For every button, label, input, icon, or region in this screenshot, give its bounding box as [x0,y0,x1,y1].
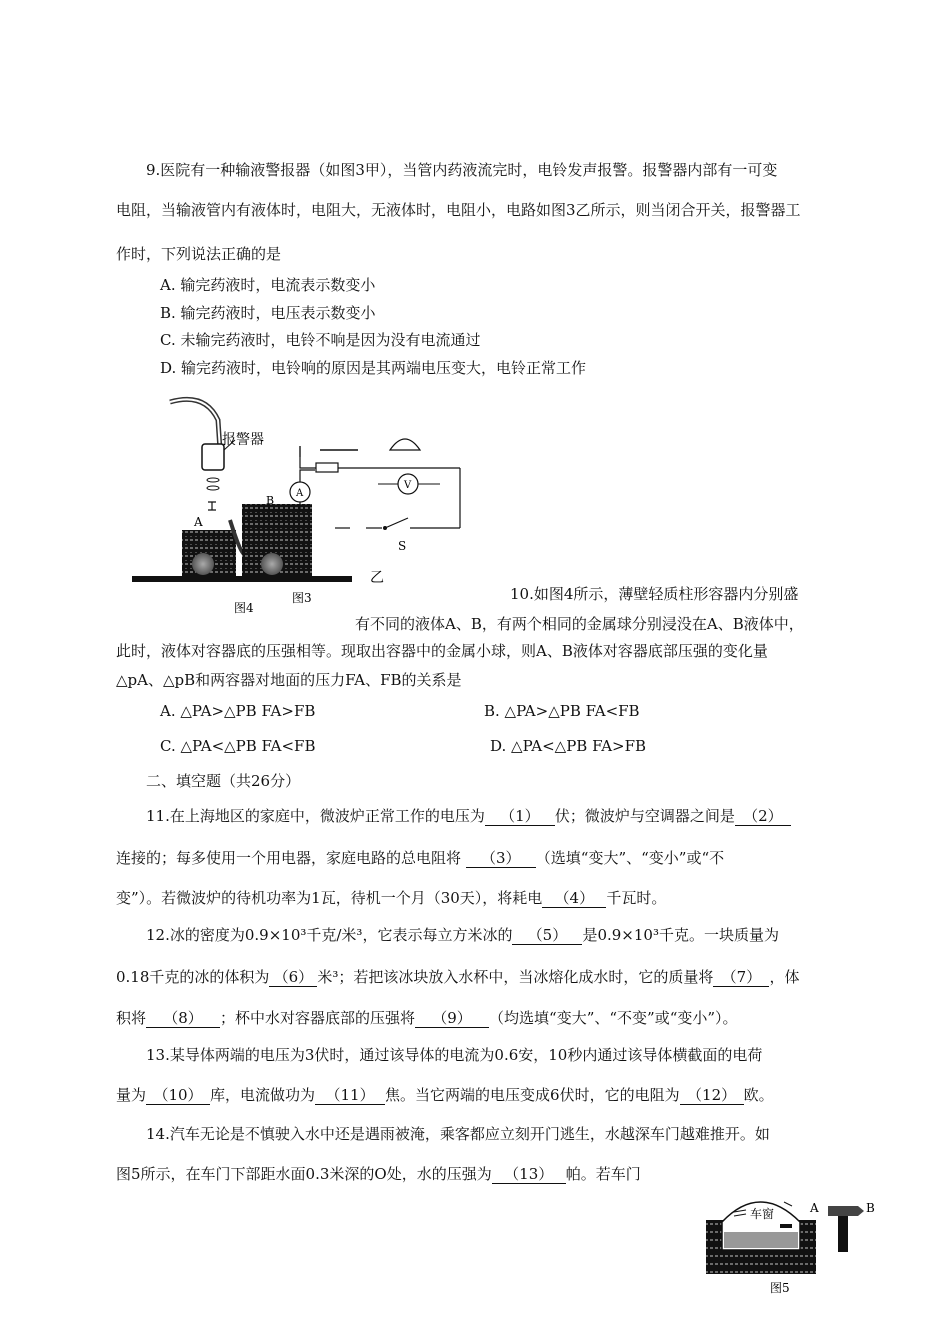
ball-a [192,553,214,575]
fig3-caption: 图3 [292,591,312,605]
q14-text-2b: 帕。若车门 [565,1165,641,1183]
blank-13: （13） [492,1165,566,1184]
blank-2: （2） [735,807,791,826]
resistor [316,463,338,472]
blank-6: （6） [269,968,317,987]
blank-1: （1） [485,807,555,826]
alarm-device [202,444,224,470]
blank-3: （3） [466,849,536,868]
q9-option-a: A. 输完药液时，电流表示数变小 [160,276,376,294]
hammer-handle [838,1216,848,1252]
q13-text-2a: 量为 [116,1086,147,1104]
q11-text-2b: （选填“变大”、“变小”或“不 [535,849,725,867]
ammeter-label: A [296,488,304,499]
blank-4: （4） [542,889,606,908]
q12-text-3c: （均选填“变大”、“不变”或“变小”）。 [489,1009,738,1027]
figure-5 [700,1188,890,1298]
q10-option-c: C. △PA<△PB FA<FB [160,737,316,755]
q13-line2 [116,1085,774,1105]
figure-3-4 [120,392,480,622]
blank-8: （8） [146,1009,220,1028]
q12-line1 [146,925,779,945]
q12-line2 [116,967,799,987]
q14-line1: 14.汽车无论是不慎驶入水中还是遇雨被淹，乘客都应立刻开门逃生，水越深车门越难推开。如 [146,1125,770,1143]
hammer-head [828,1206,858,1216]
car-window-label: 车窗 [750,1207,775,1221]
q10-option-a: A. △PA>△PB FA>FB [160,702,316,720]
blank-7: （7） [713,968,769,987]
ball-b [261,553,283,575]
blank-10: （10） [146,1086,210,1105]
q13-text-2b: 库，电流做功为 [210,1086,316,1104]
q12-text-2c: ，体 [769,968,800,986]
q10-line2: 有不同的液体A、B，有两个相同的金属球分别浸没在A、B液体中， [355,615,804,633]
q13-text-2c: 焦。当它两端的电压变成6伏时，它的电阻为 [385,1086,680,1104]
q9-line2: 电阻，当输液管内有液体时，电阻大，无液体时，电阻小，电路如图3乙所示，则当闭合开关，报警器工 [116,201,801,219]
q11-line3 [116,888,666,908]
q12-text-1a: 12.冰的密度为0.9×10³千克/米³，它表示每立方米冰的 [146,926,513,944]
q10-line4: △pA、△pB和两容器对地面的压力FA、FB的关系是 [116,671,462,689]
label-b-fig5: B [866,1201,875,1215]
q10-line3: 此时，液体对容器底的压强相等。现取出容器中的金属小球，则A、B液体对容器底部压强的变化量 [116,642,768,660]
q12-text-3a: 积将 [116,1009,147,1027]
q12-text-3b: ；杯中水对容器底部的压强将 [220,1009,416,1027]
iv-tube [170,399,220,450]
q10-option-b: B. △PA>△PB FA<FB [484,702,640,720]
voltmeter-label: V [404,480,412,491]
q9-line3: 作时，下列说法正确的是 [116,245,282,263]
blank-11: （11） [315,1086,385,1105]
fig4-caption: 图4 [234,601,254,615]
q11-text-2a: 连接的；每多使用一个用电器，家庭电路的总电阻将 [116,849,462,867]
blank-5: （5） [512,926,582,945]
label-a-fig5: A [810,1201,819,1215]
switch-label: S [398,539,407,553]
q10-option-d: D. △PA<△PB FA>FB [490,737,647,755]
blank-9: （9） [415,1009,489,1028]
blank-12: （12） [680,1086,744,1105]
section-heading: 二、填空题（共26分） [146,772,301,790]
label-a-fig3: A [194,515,203,529]
q9-option-c: C. 未输完药液时，电铃不响是因为没有电流通过 [160,331,481,349]
q11-text-3a: 变”）。若微波炉的待机功率为1瓦，待机一个月（30天），将耗电 [116,889,543,907]
q11-line2 [116,848,724,868]
q9-option-d: D. 输完药液时，电铃响的原因是其两端电压变大，电铃正常工作 [160,359,587,377]
q13-line1: 13.某导体两端的电压为3伏时，通过该导体的电流为0.6安，10秒内通过该导体横截面的电荷 [146,1046,763,1064]
bell [390,439,420,450]
switch [385,518,408,528]
circuit-caption: 乙 [370,570,384,586]
q11-line1 [146,806,791,826]
ground [132,576,352,582]
q9-option-b: B. 输完药液时，电压表示数变小 [160,304,376,322]
q12-text-2b: 米³；若把该冰块放入水杯中，当冰熔化成水时，它的质量将 [317,968,714,986]
q9-line1: 9.医院有一种输液警报器（如图3甲），当管内药液流完时，电铃发声报警。报警器内部有一可变 [146,161,778,179]
q11-text-3b: 千瓦时。 [606,889,667,907]
q12-text-1b: 是0.9×10³千克。一块质量为 [582,926,779,944]
q11-text-1a: 11.在上海地区的家庭中，微波炉正常工作的电压为 [146,807,485,825]
q12-text-2a: 0.18千克的冰的体积为 [116,968,270,986]
fig5-caption: 图5 [770,1281,790,1295]
q14-line2 [116,1164,641,1184]
q11-text-1b: 伏；微波炉与空调器之间是 [554,807,735,825]
q13-text-2d: 欧。 [743,1086,774,1104]
label-b-fig3: B [266,494,275,507]
q14-text-2a: 图5所示，在车门下部距水面0.3米深的O处，水的压强为 [116,1165,492,1183]
q10-line1: 10.如图4所示，薄壁轻质柱形容器内分别盛 [510,585,799,603]
alarm-label: 报警器 [222,432,264,448]
q12-line3 [116,1008,738,1028]
